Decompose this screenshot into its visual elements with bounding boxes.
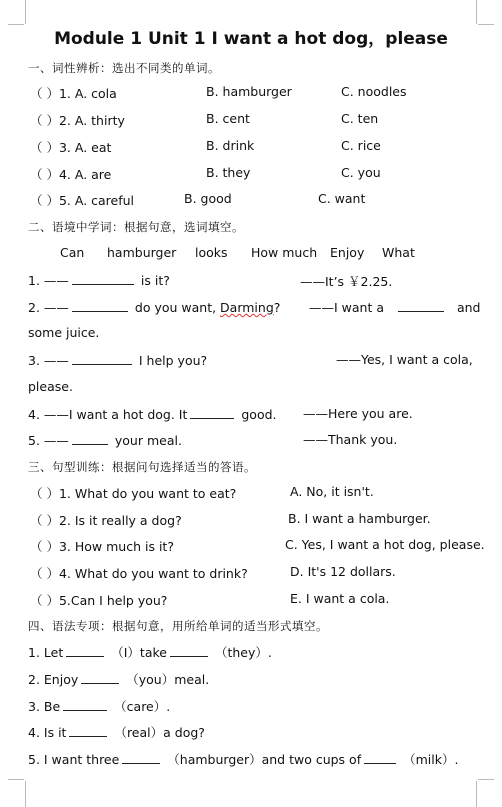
word-bank-item: What	[382, 245, 415, 260]
worksheet-title: Module 1 Unit 1 I want a hot dog，please	[54, 29, 448, 49]
crop-mark	[476, 781, 478, 807]
p1-option-b: B. they	[206, 165, 251, 180]
p1-option-a: （ ）4. A. are	[30, 167, 112, 182]
p3-answer-a: A. No, it isn't.	[290, 484, 374, 499]
answer-blank[interactable]	[66, 644, 104, 657]
p1-option-c: C. want	[318, 191, 366, 206]
p1-option-a: （ ）1. A. cola	[30, 86, 117, 101]
answer-blank[interactable]	[72, 432, 108, 445]
p1-option-a: （ ）3. A. eat	[30, 140, 112, 155]
p1-option-c: C. ten	[341, 111, 379, 126]
p2-question-5: 5. —— your meal.	[28, 433, 182, 448]
p1-option-b: B. drink	[206, 138, 255, 153]
crop-mark	[478, 779, 494, 781]
p1-option-c: C. rice	[341, 138, 381, 153]
section-heading-4: 四、语法专项：根据句意，用所给单词的适当形式填空。	[28, 619, 328, 633]
crop-mark	[24, 781, 26, 807]
p1-option-b: B. hamburger	[206, 84, 292, 99]
answer-blank[interactable]	[72, 299, 128, 312]
p3-question-5: （ ）5.Can I help you?	[30, 593, 168, 608]
p2-question-1: 1. —— is it?	[28, 273, 170, 288]
p1-option-a: （ ）2. A. thirty	[30, 113, 125, 128]
answer-blank[interactable]	[122, 751, 160, 764]
answer-blank[interactable]	[170, 644, 208, 657]
p4-question-1: 1. Let （I）take （they）.	[28, 645, 272, 660]
p2-question-2: 2. —— do you want, Darming?	[28, 300, 281, 315]
p1-item-3	[30, 138, 111, 156]
answer-blank[interactable]	[190, 406, 234, 419]
answer-blank[interactable]	[72, 272, 134, 285]
p2-reply-5: ——Thank you.	[303, 432, 398, 447]
section-heading-3: 三、句型训练：根据问句选择适当的答语。	[28, 460, 256, 474]
p4-question-3: 3. Be （care）.	[28, 699, 171, 714]
p1-option-b: B. good	[184, 191, 232, 206]
word-bank-item: Enjoy	[330, 245, 365, 260]
word-bank-item: How much	[251, 245, 318, 260]
answer-blank[interactable]	[72, 352, 132, 365]
p2-question-3-cont: please.	[28, 379, 73, 394]
p1-item-2	[30, 111, 125, 129]
crop-mark	[476, 0, 478, 24]
section-heading-1: 一、词性辨析：选出不同类的单词。	[28, 61, 220, 75]
p3-question-2: （ ）2. Is it really a dog?	[30, 513, 182, 528]
p3-answer-b: B. I want a hamburger.	[288, 511, 431, 526]
p1-item-1	[30, 84, 117, 102]
p4-question-5: 5. I want three （hamburger）and two cups of （milk）.	[28, 752, 459, 767]
p4-question-4: 4. Is it （real）a dog?	[28, 725, 205, 740]
p1-option-c: C. noodles	[341, 84, 407, 99]
p2-question-4: 4. ——I want a hot dog. It good.	[28, 407, 277, 422]
p4-question-2: 2. Enjoy （you）meal.	[28, 672, 210, 687]
answer-blank[interactable]	[69, 724, 107, 737]
p3-question-3: （ ）3. How much is it?	[30, 539, 174, 554]
word-bank-item: hamburger	[107, 245, 177, 260]
p3-question-4: （ ）4. What do you want to drink?	[30, 566, 248, 581]
p2-reply-3: ——Yes, I want a cola,	[336, 352, 473, 367]
name-darming: Darming	[220, 300, 274, 315]
p1-option-a: （ ）5. A. careful	[30, 193, 135, 208]
p3-answer-c: C. Yes, I want a hot dog, please.	[285, 537, 485, 552]
p3-answer-e: E. I want a cola.	[290, 591, 390, 606]
answer-blank[interactable]	[81, 671, 119, 684]
p3-question-1: （ ）1. What do you want to eat?	[30, 486, 237, 501]
crop-mark	[8, 779, 24, 781]
word-bank-item: looks	[195, 245, 228, 260]
p1-option-b: B. cent	[206, 111, 250, 126]
answer-blank[interactable]	[63, 698, 107, 711]
answer-blank[interactable]	[398, 299, 444, 312]
answer-blank[interactable]	[364, 751, 396, 764]
p2-reply-1: ——It’s ￥2.25.	[300, 274, 393, 289]
p2-question-3: 3. —— I help you?	[28, 353, 208, 368]
section-heading-2: 二、语境中学词：根据句意，选词填空。	[28, 220, 244, 234]
p3-answer-d: D. It's 12 dollars.	[290, 564, 396, 579]
p1-item-5	[30, 191, 134, 209]
p2-reply-4: ——Here you are.	[303, 406, 413, 421]
crop-mark	[24, 0, 26, 24]
p1-option-c: C. you	[341, 165, 381, 180]
word-bank-item: Can	[60, 245, 85, 260]
p2-reply-2: ——I want a and	[309, 300, 481, 315]
p2-question-2-cont: some juice.	[28, 325, 100, 340]
p1-item-4	[30, 165, 111, 183]
